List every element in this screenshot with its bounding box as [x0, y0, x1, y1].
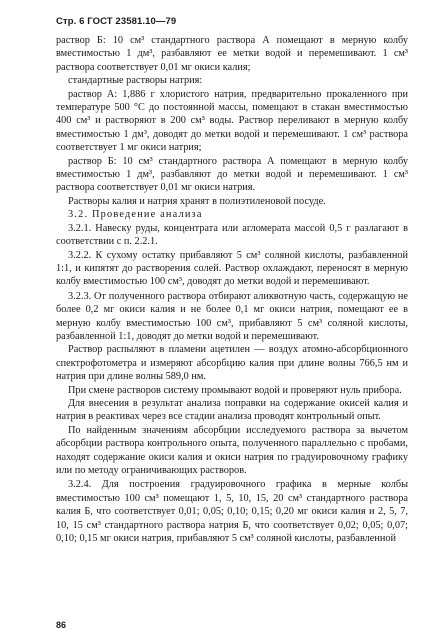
paragraph-zero-check: При смене растворов систему промывают водой и проверяют нуль прибора.	[68, 384, 402, 396]
paragraph-solution-a-sodium: раствор А: 1,886 г хлористого натрия, предварительно прокаленного при температуре 500 °С до постоянной массы, помещают в стакан вместимостью 400 см³ и растворяют в 200 см³ воды. Раствор переливают в мерную колбу вместимостью 1 дм³, доводят до метки водой и перемешивают. 1 см³ раствора соответствует 1 мг окиси натрия;	[56, 88, 408, 154]
paragraph-3-2-1: 3.2.1. Навеску руды, концентрата или агломерата массой 0,5 г разлагают в соответствии с п. 2.2.1.	[56, 222, 408, 248]
paragraph-3-2-3: 3.2.3. От полученного раствора отбирают аликвотную часть, содержащую не более 0,2 мг окиси калия и не более 0,1 мг окиси натрия, помещают ее в мерную колбу вместимостью 100 см³, прибавляют 5 см³ соляной кислоты, разбавленной 1:1, доводят до метки водой и перемешивают.	[56, 290, 408, 342]
page-header: Стр. 6 ГОСТ 23581.10—79	[56, 16, 177, 27]
paragraph-sodium-standards-heading: стандартные растворы натрия:	[68, 75, 203, 87]
paragraph-storage: Растворы калия и натрия хранят в полиэтиленовой посуде.	[68, 195, 326, 207]
paragraph-3-2-2: 3.2.2. К сухому остатку прибавляют 5 см³ соляной кислоты, разбавленной 1:1, и кипятят до растворения солей. Раствор охлаждают, переносят в мерную колбу вместимостью 100 см³, доводят до метки водой и перемешивают.	[56, 249, 408, 288]
paragraph-spraying: Раствор распыляют в пламени ацетилен — воздух атомно-абсорбционного спектрофотометра и измеряют абсорбцию калия при длине волны 766,5 нм и натрия при длине волны 589,0 нм.	[56, 344, 408, 383]
paragraph-calibration-lookup: По найденным значениям абсорбции исследуемого раствора за вычетом абсорбции раствора контрольного опыта, полученного параллельно с пробами, находят содержание окиси калия и окиси натрия по градуировочному графику или по методу ограничивающих растворов.	[56, 424, 408, 476]
paragraph-control-test: Для внесения в результат анализа поправки на содержание окисей калия и натрия в реактивах через все стадии анализа проводят контрольный опыт.	[56, 397, 408, 423]
section-heading-analysis: 3.2. Проведение анализа	[68, 209, 203, 221]
page-number: 86	[56, 620, 67, 630]
paragraph-3-2-4: 3.2.4. Для построения градуировочного графика в мерные колбы вместимостью 100 см³ помещают 1, 5, 10, 15, 20 см³ стандартного раствора калия Б, что соответствует 0,01; 0,05; 0,10; 0,15; 0,20 мг окиси калия и 2, 5, 7, 10, 15 см³ стандартного раствора натрия Б, что соответствует 0,02; 0,05; 0,07; 0,10; 0,15 мг окиси натрия, прибавляют 5 см³ соляной кислоты, разбавленной	[56, 479, 408, 545]
paragraph-solution-b-potassium: раствор Б: 10 см³ стандартного раствора А помещают в мерную колбу вместимостью 1 дм³, разбавляют ее метки водой и перемешивают. 1 см³ раствора соответствует 0,01 мг окиси калия;	[56, 35, 408, 73]
paragraph-solution-b-sodium: раствор Б: 10 см³ стандартного раствора А помещают в мерную колбу вместимостью 1 дм³, разбавляют до метки водой и перемешивают. 1 см³ раствора соответствует 0,01 мг окиси натрия.	[56, 155, 408, 194]
